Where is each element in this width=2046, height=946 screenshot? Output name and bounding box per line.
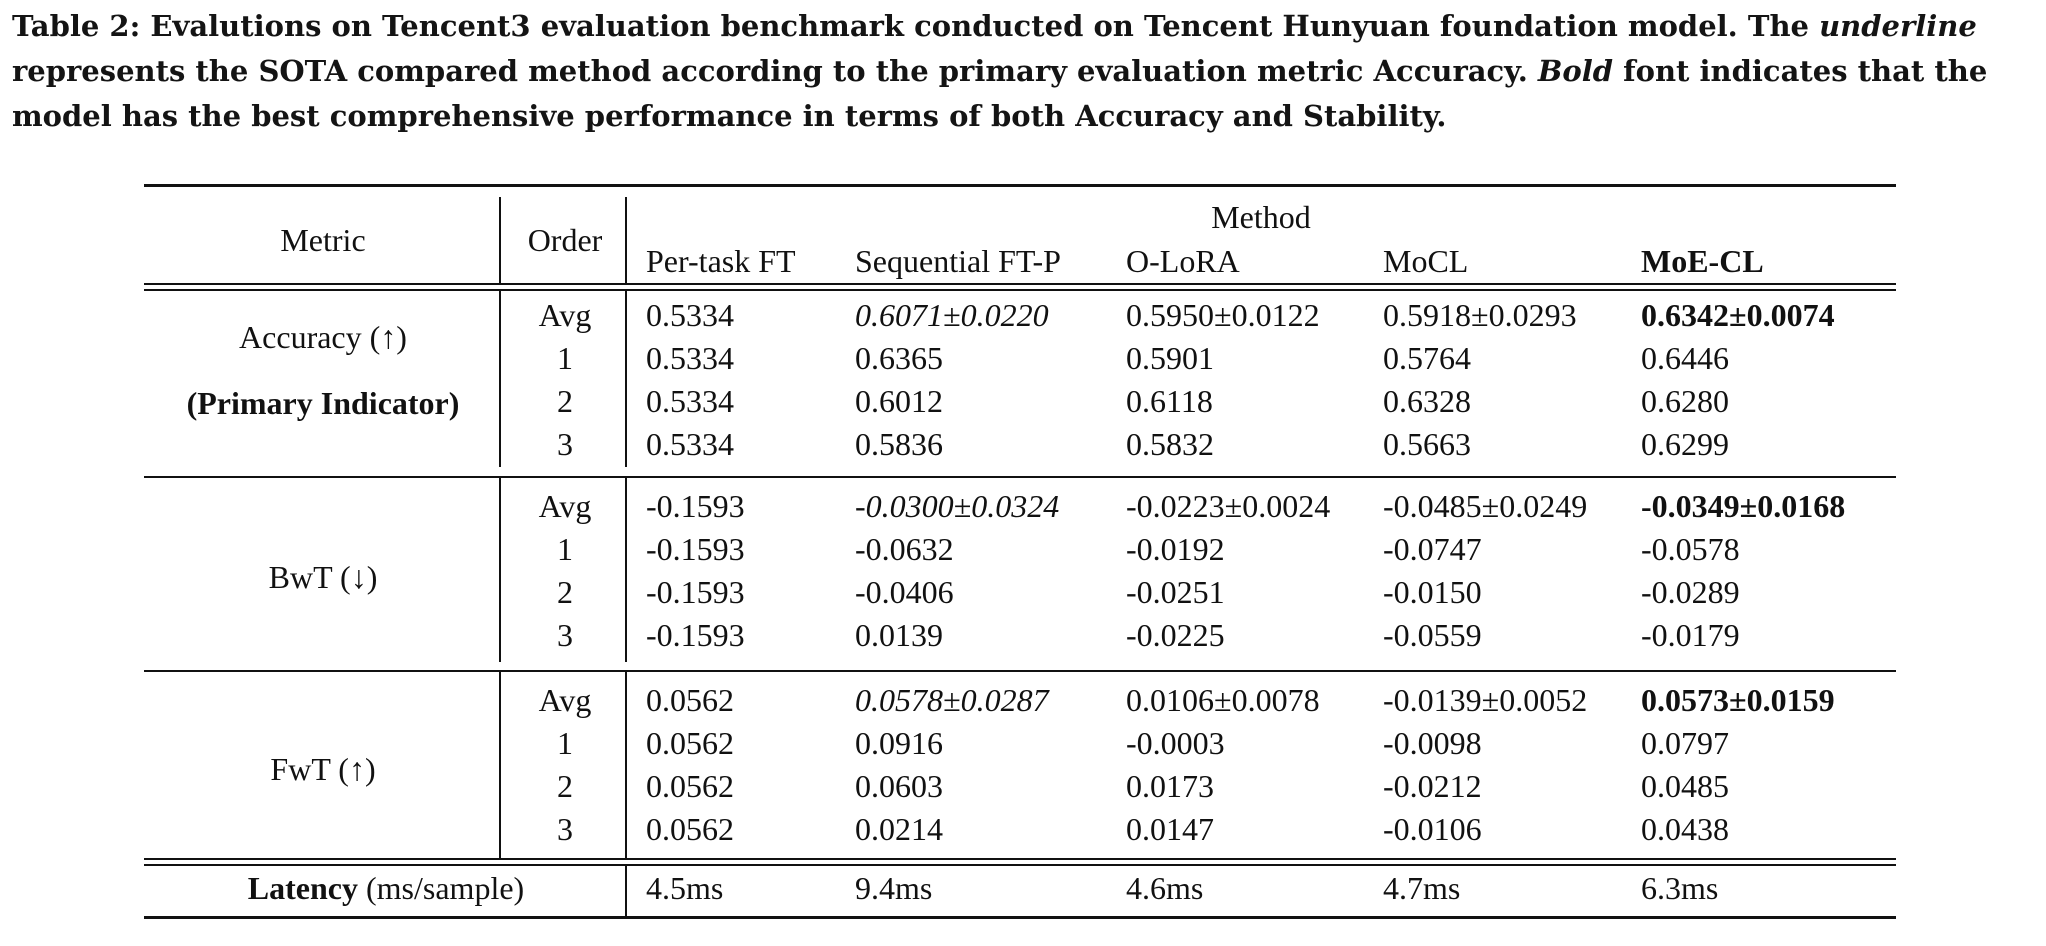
accuracy-row-value: 0.6071±0.0220 [855, 297, 1049, 333]
header-metric: Metric [280, 222, 366, 258]
accuracy-row-value: 0.6328 [1383, 383, 1471, 419]
accuracy-row-value: 0.6342±0.0074 [1641, 297, 1835, 333]
accuracy-row-order: 3 [557, 426, 573, 462]
column-divider [625, 197, 627, 283]
bwt-row-value: -0.0406 [855, 574, 954, 610]
header-double-rule [144, 283, 1896, 285]
bwt-row-order: 1 [557, 531, 573, 567]
fwt-row-value: 0.0573±0.0159 [1641, 682, 1835, 718]
accuracy-row-value: 0.6118 [1126, 383, 1213, 419]
bwt-row-value: -0.1593 [646, 574, 745, 610]
top-rule [144, 184, 1896, 187]
latency-value: 4.5ms [646, 870, 724, 906]
fwt-row-value: -0.0098 [1383, 725, 1482, 761]
bwt-row-value: -0.0192 [1126, 531, 1225, 567]
header-method-sequential-ft-p: Sequential FT-P [855, 243, 1061, 279]
header-method-o-lora: O-LoRA [1126, 243, 1240, 279]
fwt-row-value: 0.0485 [1641, 768, 1729, 804]
header-method-moe-cl: MoE-CL [1641, 243, 1764, 279]
latency-label-unit: (ms/sample) [358, 870, 525, 906]
bwt-row-value: -0.1593 [646, 617, 745, 653]
header-method-mocl: MoCL [1383, 243, 1469, 279]
latency-value: 9.4ms [855, 870, 933, 906]
latency-double-rule [144, 858, 1896, 860]
latency-label [146, 868, 626, 908]
bwt-row-value: -0.0179 [1641, 617, 1740, 653]
fwt-row-value: 0.0578±0.0287 [855, 682, 1049, 718]
bwt-row-value: -0.0300±0.0324 [855, 488, 1060, 524]
fwt-row-order: 3 [557, 811, 573, 847]
bwt-row-value: -0.0578 [1641, 531, 1740, 567]
accuracy-row-value: 0.5334 [646, 297, 734, 333]
header-double-rule [144, 289, 1896, 291]
accuracy-row-value: 0.5832 [1126, 426, 1214, 462]
column-divider [499, 197, 501, 283]
fwt-row-value: 0.0562 [646, 682, 734, 718]
accuracy-row-order: 1 [557, 340, 573, 376]
accuracy-row-value: 0.5334 [646, 340, 734, 376]
accuracy-row-order: Avg [538, 297, 592, 333]
latency-label-bold: Latency [247, 870, 358, 906]
latency-value: 4.7ms [1383, 870, 1461, 906]
bwt-row-value: -0.1593 [646, 488, 745, 524]
accuracy-row-order: 2 [557, 383, 573, 419]
bottom-rule [144, 916, 1896, 919]
fwt-row-order: Avg [538, 682, 592, 718]
fwt-row-order: 1 [557, 725, 573, 761]
fwt-row-value: 0.0562 [646, 811, 734, 847]
accuracy-row-value: 0.5918±0.0293 [1383, 297, 1577, 333]
caption-underline-word: underline [1819, 9, 1977, 43]
accuracy-row-value: 0.6280 [1641, 383, 1729, 419]
section-accuracy-sublabel: (Primary Indicator) [186, 385, 460, 421]
accuracy-row-value: 0.5334 [646, 383, 734, 419]
bwt-row-value: -0.0289 [1641, 574, 1740, 610]
column-divider [499, 478, 501, 662]
accuracy-row-value: 0.5334 [646, 426, 734, 462]
accuracy-row-value: 0.5764 [1383, 340, 1471, 376]
section-rule [144, 476, 1896, 478]
bwt-row-value: -0.0225 [1126, 617, 1225, 653]
header-method-group: Method [1211, 199, 1311, 235]
fwt-row-value: -0.0212 [1383, 768, 1482, 804]
bwt-row-value: -0.0632 [855, 531, 954, 567]
latency-value: 4.6ms [1126, 870, 1204, 906]
accuracy-row-value: 0.6446 [1641, 340, 1729, 376]
caption-part-3: font indicates that the model has the best comprehensive performance in terms of both Accuracy and Stability. [12, 54, 1988, 133]
bwt-row-value: -0.0747 [1383, 531, 1482, 567]
latency-value: 6.3ms [1641, 870, 1719, 906]
accuracy-row-value: 0.5836 [855, 426, 943, 462]
header-order: Order [527, 222, 603, 258]
caption-bold-word: Bold [1537, 54, 1614, 88]
fwt-row-value: 0.0106±0.0078 [1126, 682, 1320, 718]
accuracy-row-value: 0.6299 [1641, 426, 1729, 462]
bwt-row-value: -0.0559 [1383, 617, 1482, 653]
bwt-row-value: -0.1593 [646, 531, 745, 567]
fwt-row-value: 0.0147 [1126, 811, 1214, 847]
bwt-row-value: -0.0349±0.0168 [1641, 488, 1846, 524]
fwt-row-value: -0.0106 [1383, 811, 1482, 847]
accuracy-row-value: 0.6365 [855, 340, 943, 376]
caption-part-2: represents the SOTA compared method according to the primary evaluation metric Accuracy. [12, 54, 1538, 88]
fwt-row-value: 0.0797 [1641, 725, 1729, 761]
bwt-row-order: 3 [557, 617, 573, 653]
table-caption [12, 4, 2032, 139]
fwt-row-order: 2 [557, 768, 573, 804]
fwt-row-value: 0.0916 [855, 725, 943, 761]
fwt-row-value: -0.0139±0.0052 [1383, 682, 1588, 718]
bwt-row-value: -0.0223±0.0024 [1126, 488, 1331, 524]
fwt-row-value: 0.0173 [1126, 768, 1214, 804]
fwt-row-value: 0.0438 [1641, 811, 1729, 847]
accuracy-row-value: 0.5663 [1383, 426, 1471, 462]
section-fwt-label: FwT (↑) [270, 751, 376, 787]
column-divider [625, 866, 627, 916]
fwt-row-value: 0.0562 [646, 725, 734, 761]
section-rule [144, 670, 1896, 672]
accuracy-row-value: 0.5950±0.0122 [1126, 297, 1320, 333]
latency-double-rule [144, 864, 1896, 866]
bwt-row-value: -0.0150 [1383, 574, 1482, 610]
accuracy-row-value: 0.6012 [855, 383, 943, 419]
fwt-row-value: 0.0562 [646, 768, 734, 804]
column-divider [499, 291, 501, 467]
fwt-row-value: -0.0003 [1126, 725, 1225, 761]
fwt-row-value: 0.0603 [855, 768, 943, 804]
header-method-per-task-ft: Per-task FT [646, 243, 796, 279]
fwt-row-value: 0.0214 [855, 811, 943, 847]
bwt-row-value: -0.0251 [1126, 574, 1225, 610]
bwt-row-value: 0.0139 [855, 617, 943, 653]
bwt-row-order: 2 [557, 574, 573, 610]
accuracy-row-value: 0.5901 [1126, 340, 1214, 376]
section-bwt-label: BwT (↓) [268, 559, 378, 595]
section-accuracy-label: Accuracy (↑) [239, 319, 407, 355]
caption-part-1: Table 2: Evalutions on Tencent3 evaluation benchmark conducted on Tencent Hunyuan foundation model. The [12, 9, 1820, 43]
column-divider [499, 672, 501, 858]
bwt-row-order: Avg [538, 488, 592, 524]
bwt-row-value: -0.0485±0.0249 [1383, 488, 1588, 524]
